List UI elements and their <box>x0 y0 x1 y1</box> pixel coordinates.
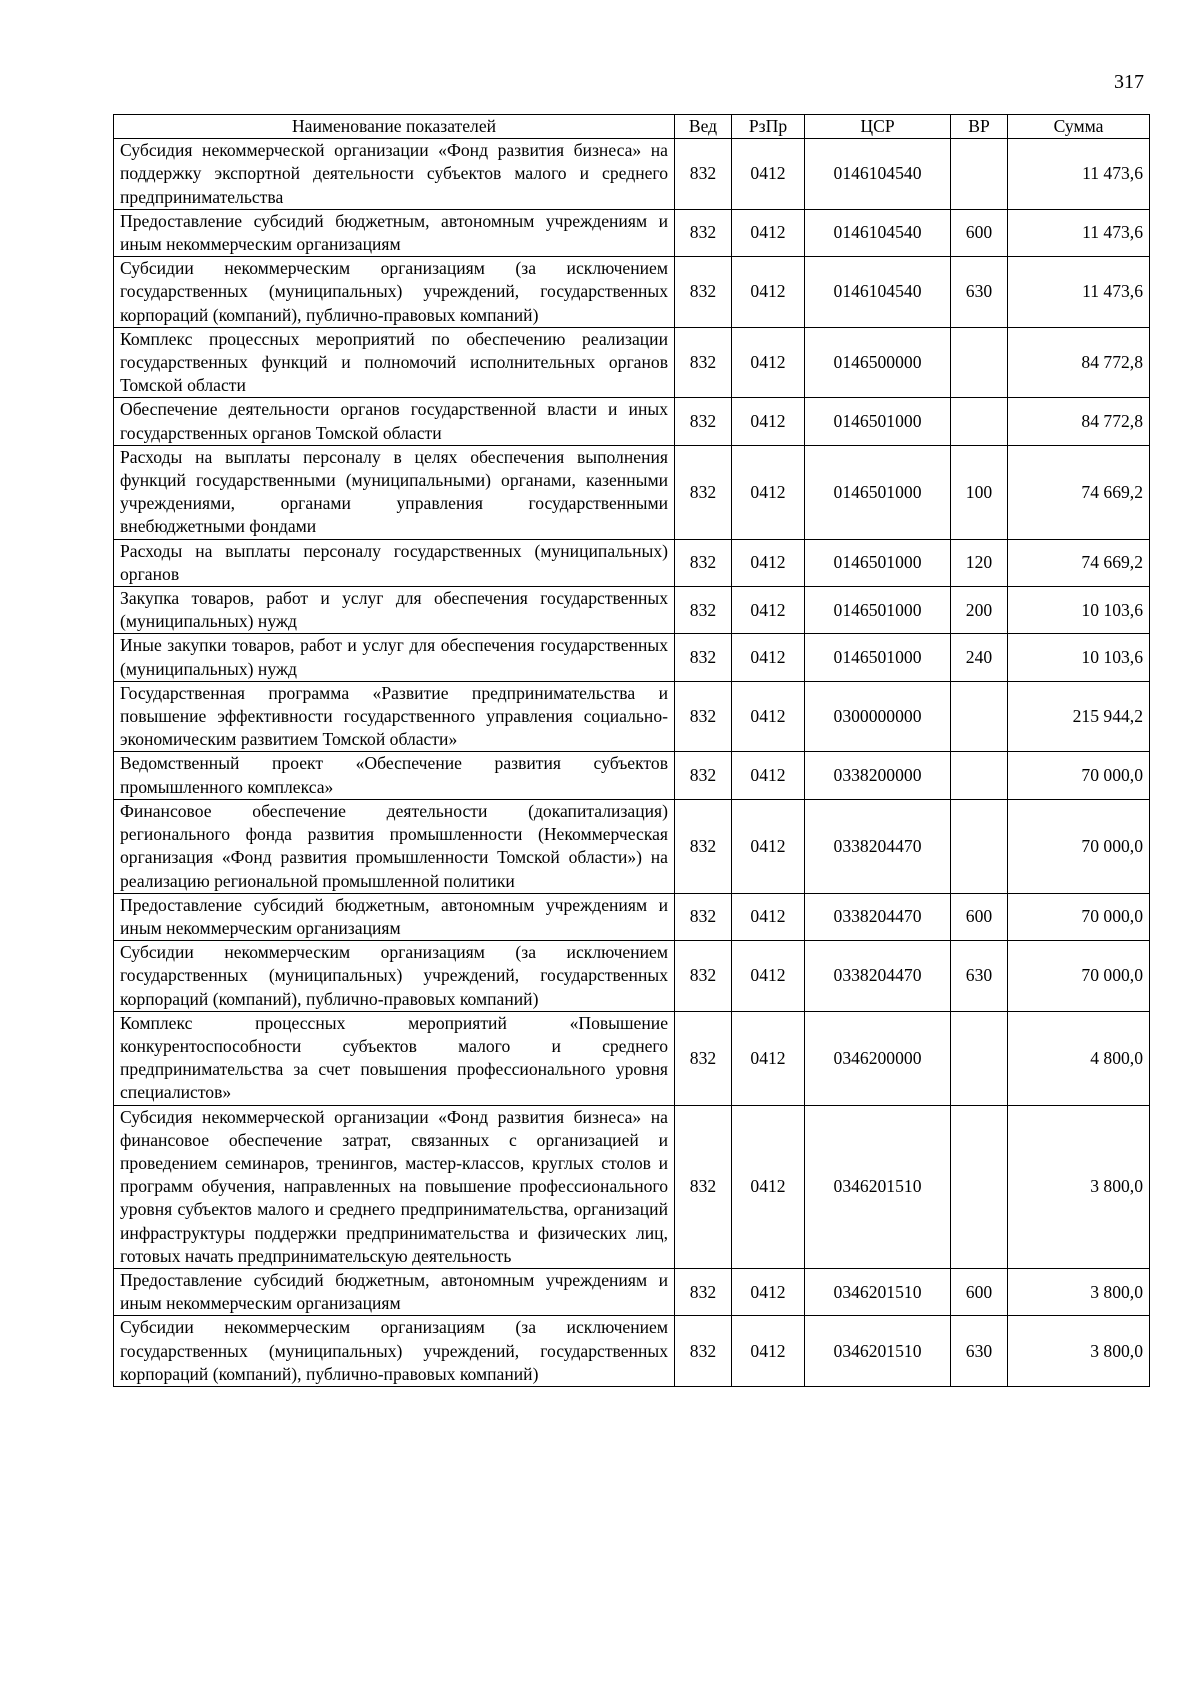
row-ved: 832 <box>675 1268 732 1315</box>
row-sum: 11 473,6 <box>1008 209 1150 256</box>
row-vr <box>951 1011 1008 1105</box>
row-rzpr: 0412 <box>732 1316 805 1387</box>
page-number: 317 <box>1114 71 1144 93</box>
header-sum: Сумма <box>1008 115 1150 139</box>
row-vr: 600 <box>951 209 1008 256</box>
row-rzpr: 0412 <box>732 327 805 398</box>
row-sum: 70 000,0 <box>1008 799 1150 893</box>
row-ved: 832 <box>675 445 732 539</box>
row-vr <box>951 752 1008 799</box>
row-sum: 70 000,0 <box>1008 893 1150 940</box>
row-name: Обеспечение деятельности органов государственной власти и иных государственных органов Томской области <box>114 398 675 445</box>
row-name: Предоставление субсидий бюджетным, автономным учреждениям и иным некоммерческим организациям <box>114 1268 675 1315</box>
header-rzpr: РзПр <box>732 115 805 139</box>
row-name: Субсидии некоммерческим организациям (за исключением государственных (муниципальных) учреждений, государственных корпораций (компаний), публично-правовых компаний) <box>114 941 675 1012</box>
row-sum: 84 772,8 <box>1008 398 1150 445</box>
row-rzpr: 0412 <box>732 634 805 681</box>
row-sum: 70 000,0 <box>1008 752 1150 799</box>
table-row <box>114 257 1150 328</box>
row-name: Комплекс процессных мероприятий по обеспечению реализации государственных функций и полномочий исполнительных органов Томской области <box>114 327 675 398</box>
row-name: Финансовое обеспечение деятельности (докапитализация) регионального фонда развития промышленности (Некоммерческая организация «Фонд развития промышленности Томской области») на реализацию региональной промышленной политики <box>114 799 675 893</box>
table-row <box>114 1268 1150 1315</box>
table-row <box>114 139 1150 210</box>
row-csr: 0146501000 <box>805 445 951 539</box>
row-ved: 832 <box>675 587 732 634</box>
row-vr: 600 <box>951 1268 1008 1315</box>
row-csr: 0338200000 <box>805 752 951 799</box>
row-name: Субсидия некоммерческой организации «Фонд развития бизнеса» на поддержку экспортной деятельности субъектов малого и среднего предпринимательства <box>114 139 675 210</box>
table-row <box>114 893 1150 940</box>
row-name: Расходы на выплаты персоналу государственных (муниципальных) органов <box>114 539 675 586</box>
table-row <box>114 539 1150 586</box>
row-rzpr: 0412 <box>732 398 805 445</box>
row-ved: 832 <box>675 752 732 799</box>
budget-table <box>113 114 1150 1387</box>
row-rzpr: 0412 <box>732 257 805 328</box>
table-row <box>114 327 1150 398</box>
table-body <box>114 139 1150 1387</box>
row-vr <box>951 398 1008 445</box>
row-sum: 70 000,0 <box>1008 941 1150 1012</box>
row-csr: 0146501000 <box>805 398 951 445</box>
row-csr: 0146501000 <box>805 539 951 586</box>
row-sum: 11 473,6 <box>1008 139 1150 210</box>
row-vr: 630 <box>951 941 1008 1012</box>
row-sum: 10 103,6 <box>1008 634 1150 681</box>
row-rzpr: 0412 <box>732 445 805 539</box>
row-vr: 240 <box>951 634 1008 681</box>
row-rzpr: 0412 <box>732 139 805 210</box>
row-csr: 0338204470 <box>805 941 951 1012</box>
row-vr: 200 <box>951 587 1008 634</box>
row-name: Предоставление субсидий бюджетным, автономным учреждениям и иным некоммерческим организациям <box>114 209 675 256</box>
row-sum: 10 103,6 <box>1008 587 1150 634</box>
row-csr: 0300000000 <box>805 681 951 752</box>
row-vr <box>951 799 1008 893</box>
row-csr: 0346201510 <box>805 1316 951 1387</box>
row-ved: 832 <box>675 209 732 256</box>
row-name: Ведомственный проект «Обеспечение развития субъектов промышленного комплекса» <box>114 752 675 799</box>
row-ved: 832 <box>675 539 732 586</box>
row-csr: 0146104540 <box>805 209 951 256</box>
row-sum: 74 669,2 <box>1008 539 1150 586</box>
row-sum: 4 800,0 <box>1008 1011 1150 1105</box>
table-row <box>114 1105 1150 1268</box>
row-name: Государственная программа «Развитие предпринимательства и повышение эффективности государственного управления социально-экономическим развитием Томской области» <box>114 681 675 752</box>
row-ved: 832 <box>675 327 732 398</box>
row-rzpr: 0412 <box>732 893 805 940</box>
row-rzpr: 0412 <box>732 209 805 256</box>
row-sum: 74 669,2 <box>1008 445 1150 539</box>
table-row <box>114 445 1150 539</box>
table-row <box>114 634 1150 681</box>
header-name: Наименование показателей <box>114 115 675 139</box>
row-csr: 0146104540 <box>805 257 951 328</box>
row-rzpr: 0412 <box>732 1105 805 1268</box>
row-vr: 600 <box>951 893 1008 940</box>
row-ved: 832 <box>675 1316 732 1387</box>
row-name: Расходы на выплаты персоналу в целях обеспечения выполнения функций государственными (муниципальными) органами, казенными учреждениями, органами управления государственными внебюджетными фондами <box>114 445 675 539</box>
row-ved: 832 <box>675 799 732 893</box>
row-vr: 120 <box>951 539 1008 586</box>
row-name: Комплекс процессных мероприятий «Повышение конкурентоспособности субъектов малого и среднего предпринимательства за счет повышения профессионального уровня специалистов» <box>114 1011 675 1105</box>
row-csr: 0146501000 <box>805 634 951 681</box>
table-row <box>114 1011 1150 1105</box>
table-row <box>114 799 1150 893</box>
row-sum: 11 473,6 <box>1008 257 1150 328</box>
row-ved: 832 <box>675 398 732 445</box>
row-vr <box>951 327 1008 398</box>
row-vr <box>951 681 1008 752</box>
row-sum: 3 800,0 <box>1008 1268 1150 1315</box>
table-row <box>114 752 1150 799</box>
row-sum: 215 944,2 <box>1008 681 1150 752</box>
row-name: Предоставление субсидий бюджетным, автономным учреждениям и иным некоммерческим организациям <box>114 893 675 940</box>
row-rzpr: 0412 <box>732 941 805 1012</box>
row-sum: 84 772,8 <box>1008 327 1150 398</box>
row-ved: 832 <box>675 139 732 210</box>
row-rzpr: 0412 <box>732 1268 805 1315</box>
header-ved: Вед <box>675 115 732 139</box>
row-ved: 832 <box>675 257 732 328</box>
row-sum: 3 800,0 <box>1008 1316 1150 1387</box>
row-ved: 832 <box>675 681 732 752</box>
row-rzpr: 0412 <box>732 681 805 752</box>
row-rzpr: 0412 <box>732 539 805 586</box>
table-row <box>114 1316 1150 1387</box>
row-ved: 832 <box>675 1011 732 1105</box>
row-csr: 0346201510 <box>805 1268 951 1315</box>
row-name: Закупка товаров, работ и услуг для обеспечения государственных (муниципальных) нужд <box>114 587 675 634</box>
row-ved: 832 <box>675 634 732 681</box>
row-vr: 630 <box>951 1316 1008 1387</box>
row-name: Субсидии некоммерческим организациям (за исключением государственных (муниципальных) учреждений, государственных корпораций (компаний), публично-правовых компаний) <box>114 1316 675 1387</box>
row-rzpr: 0412 <box>732 799 805 893</box>
row-rzpr: 0412 <box>732 1011 805 1105</box>
table-row <box>114 941 1150 1012</box>
row-csr: 0146500000 <box>805 327 951 398</box>
table-row <box>114 587 1150 634</box>
row-csr: 0146501000 <box>805 587 951 634</box>
table-row <box>114 681 1150 752</box>
row-name: Субсидии некоммерческим организациям (за исключением государственных (муниципальных) учреждений, государственных корпораций (компаний), публично-правовых компаний) <box>114 257 675 328</box>
row-vr <box>951 1105 1008 1268</box>
header-csr: ЦСР <box>805 115 951 139</box>
table-row <box>114 209 1150 256</box>
row-sum: 3 800,0 <box>1008 1105 1150 1268</box>
row-name: Субсидия некоммерческой организации «Фонд развития бизнеса» на финансовое обеспечение затрат, связанных с организацией и проведением семинаров, тренингов, мастер-классов, круглых столов и программ обучения, направленных на повышение профессионального уровня субъектов малого и среднего предпринимательства, организаций инфраструктуры поддержки предпринимательства и физических лиц, готовых начать предпринимательскую деятельность <box>114 1105 675 1268</box>
row-ved: 832 <box>675 893 732 940</box>
row-vr <box>951 139 1008 210</box>
table-header-row <box>114 115 1150 139</box>
row-csr: 0346201510 <box>805 1105 951 1268</box>
header-vr: ВР <box>951 115 1008 139</box>
row-rzpr: 0412 <box>732 587 805 634</box>
row-csr: 0338204470 <box>805 893 951 940</box>
row-name: Иные закупки товаров, работ и услуг для обеспечения государственных (муниципальных) нужд <box>114 634 675 681</box>
row-csr: 0146104540 <box>805 139 951 210</box>
row-ved: 832 <box>675 941 732 1012</box>
row-rzpr: 0412 <box>732 752 805 799</box>
row-vr: 630 <box>951 257 1008 328</box>
row-ved: 832 <box>675 1105 732 1268</box>
table-row <box>114 398 1150 445</box>
row-csr: 0346200000 <box>805 1011 951 1105</box>
row-csr: 0338204470 <box>805 799 951 893</box>
row-vr: 100 <box>951 445 1008 539</box>
